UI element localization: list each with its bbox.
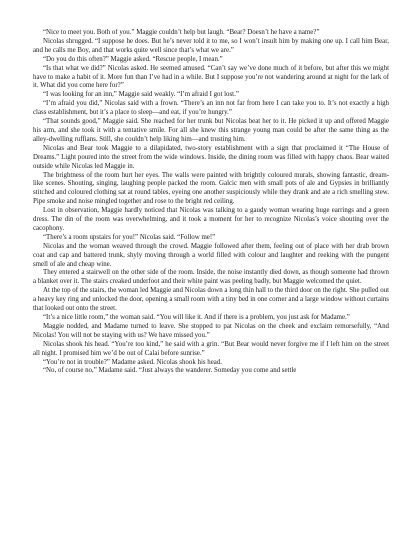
paragraph: Maggie nodded, and Madame turned to leave. She stopped to pat Nicolas on the cheek and exclaim remorsefully, “And Nicolas! You will not be staying with us? We have missed you.” bbox=[33, 322, 389, 339]
paragraph: “I was looking for an inn,” Maggie said weakly. “I’m afraid I got lost.” bbox=[43, 91, 239, 99]
paragraph: “That sounds good,” Maggie said. She reached for her trunk but Nicolas beat her to it. He picked it up and offered Maggie his arm, and she took it with a tentative smile. For all she knew this strange young man could be after the same thing as the alley-dwelling ruffians. Still, she couldn’t help liking him—and trusting him. bbox=[33, 118, 389, 143]
paragraph: Lost in observation, Maggie hardly noticed that Nicolas was talking to a gaudy woman wearing huge earrings and a green dress. The din of the room was overwhelming, and it took a moment for her to recognize Nicolas’s voice shouting over the cacophony. bbox=[33, 207, 389, 232]
paragraph: “Nice to meet you. Both of you.” Maggie couldn’t help but laugh. “Bear? Doesn’t he have a name?” bbox=[43, 29, 320, 36]
paragraph: At the top of the stairs, the woman led Maggie and Nicolas down a long thin hall to the third door on the right. She pulled out a heavy key ring and unlocked the door, opening a small room with a tiny bed in one corner and a large window without curtains that looked out onto the street. bbox=[33, 287, 389, 313]
paragraph: They entered a stairwell on the other side of the room. Inside, the noise instantly died down, as though someone had thrown a blanket over it. The stairs creaked underfoot and their white paint was peeling badly, but Maggie welcomed the quiet. bbox=[33, 269, 389, 286]
paragraph: “Do you do this often?” Maggie asked. “Rescue people, I mean.” bbox=[43, 55, 223, 63]
paragraph: Nicolas shrugged. “I suppose he does. But he’s never told it to me, so I won’t insult him by making one up. I call him Bear, and he calls me Boy, and that works quite well since that’s what we are.” bbox=[33, 37, 389, 54]
paragraph: “You’re not in trouble?” Madame asked. Nicolas shook his head. bbox=[43, 358, 222, 366]
paragraph: “Is that what we did?” Nicolas asked. He seemed amused. “Can’t say we’ve done much of it before, but after this we might have to make a habit of it. More fun than I’ve had in a while. But I suppose you’re not wandering around at night for the lark of it. What did you come here for?” bbox=[33, 64, 389, 90]
paragraph: “There’s a room upstairs for you!” Nicolas said. “Follow me!” bbox=[43, 233, 216, 241]
book-page bbox=[33, 29, 389, 529]
paragraph: Nicolas and the woman weaved through the crowd. Maggie followed after them, feeling out of place with her drab brown coat and cap and battered trunk, shyly moving through a world filled with colour and laughter and reeking with the pungent smell of ale and cheap wine. bbox=[33, 242, 389, 268]
paragraph: “No, of course no,” Madame said. “Just always the wanderer. Someday you come and settle bbox=[43, 367, 297, 375]
paragraph: “It’s a nice little room,” the woman said. “You will like it. And if there is a problem, you just ask for Madame.” bbox=[43, 314, 350, 321]
paragraph: “I’m afraid you did,” Nicolas said with a frown. “There’s an inn not far from here I can take you to. It’s not exactly a high class establishment, but it’s a place to sleep—and eat, if you’re hungry.” bbox=[33, 100, 389, 117]
paragraph: Nicolas shook his head. “You’re too kind,” he said with a grin. “But Bear would never forgive me if I left him on the street all night. I promised him we’d be out of Calai before sunrise.” bbox=[33, 340, 389, 357]
paragraph: The brightness of the room hurt her eyes. The walls were painted with brightly coloured murals, showing fantastic, dream-like scenes. Shouting, singing, laughing people packed the room. Galcic men with small pots of ale and Gypsies in brilliantly stitched and coloured clothing sat at round tables, eyeing one another suspiciously while they drank and ate a rich smelling stew. Pipe smoke and noise mingled together and rose to the bright red ceiling. bbox=[33, 171, 389, 206]
paragraph: Nicolas and Bear took Maggie to a dilapidated, two-story establishment with a sign that proclaimed it “The House of Dreams.” Light poured into the street from the wide windows. Inside, the dining room was filled with happy chaos. Bear waited outside while Nicolas led Maggie in. bbox=[33, 144, 389, 170]
